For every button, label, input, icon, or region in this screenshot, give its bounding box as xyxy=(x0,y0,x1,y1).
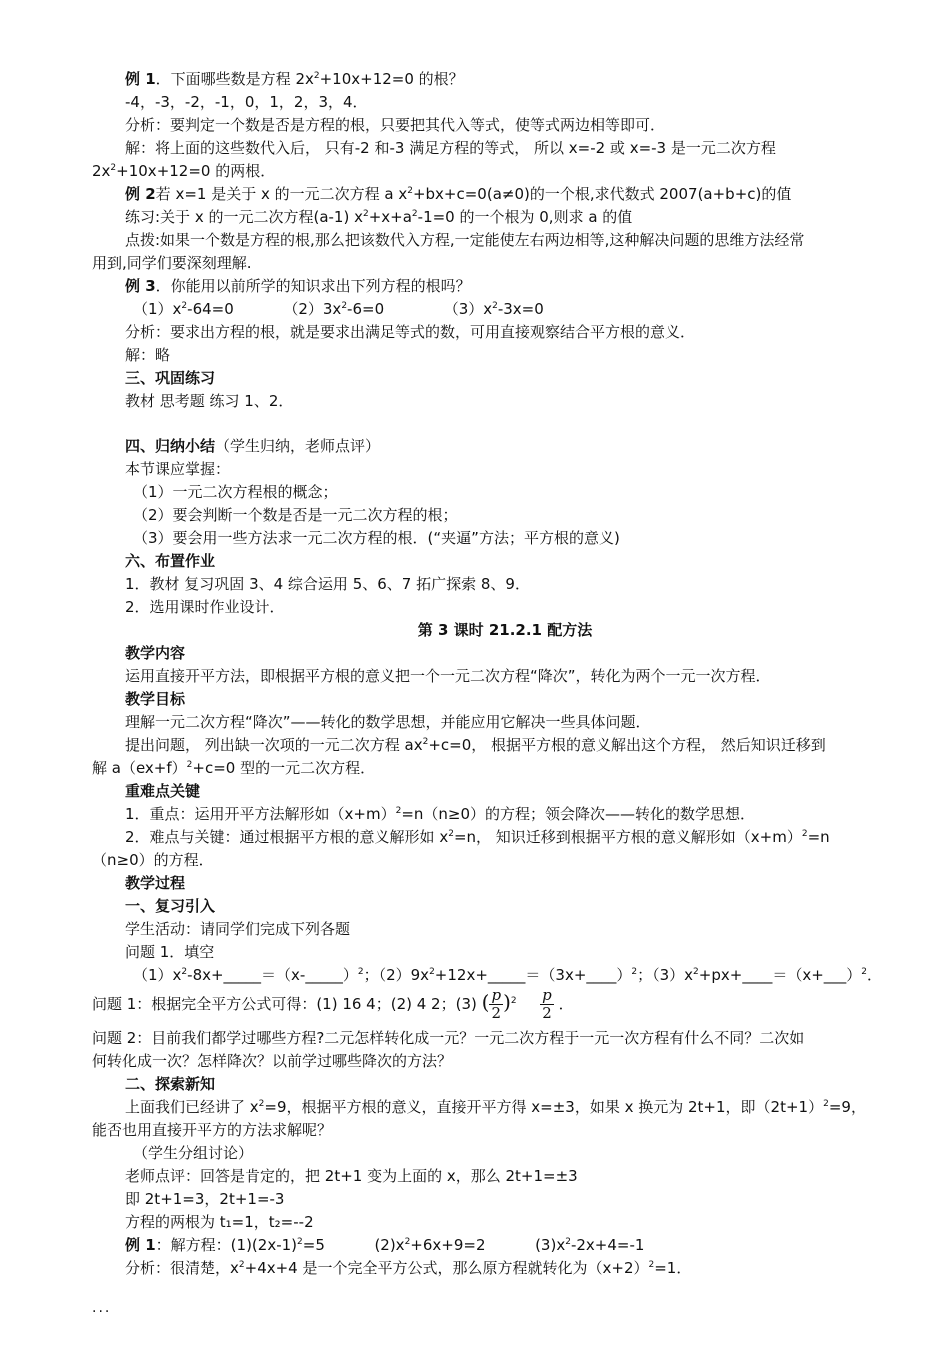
key-point-2: 2．难点与关键：通过根据平方根的意义解形如 $x^2=n$， 知识迁移到根据平方根的意义解形如$(x+m)^2=n$ xyxy=(125,828,830,846)
section-3-text: 教材 思考题 练习 1、2． xyxy=(125,392,294,410)
explore-paragraph-cont: 能否也用直接开平方的方法求解呢？ xyxy=(92,1121,333,1139)
example-1-question: 例 1．下面哪些数是方程 $2x^2+10x+12=0$ 的根？ xyxy=(125,70,464,88)
explore-title: 二、探索新知 xyxy=(125,1075,216,1093)
review-title: 一、复习引入 xyxy=(125,897,216,915)
section-4-title: 四、归纳小结 xyxy=(125,437,216,455)
summary-item-2: （2）要会判断一个数是否是一元二次方程的根； xyxy=(133,506,458,524)
example-3-question: 例 3．你能用以前所学的知识求出下列方程的根吗？ xyxy=(125,277,471,295)
question-1-answer: 问题 1：根据完全平方公式可得：(1) 16 4；(2) 4 2；(3) ( $\frac{p}{2}$ )$^2$ $\frac{p}{2}$ ． xyxy=(92,986,574,1022)
process-title: 教学过程 xyxy=(125,874,186,892)
example-label: 例 3 xyxy=(125,277,156,295)
explore-example-1: 例 1：解方程：$(1)(2x-1)^2=5$ $(2)x^2+6x+9=2$ $(3)x^2-2x+4=-1$ xyxy=(125,1236,645,1254)
content-title: 教学内容 xyxy=(125,644,186,662)
page-footer-dots: ... xyxy=(92,1300,112,1316)
example-1-solution-cont: $2x^2+10x+12=0$ 的两根． xyxy=(92,162,276,180)
explore-paragraph: 上面我们已经讲了 $x^2=9$，根据平方根的意义，直接开平方得 x=±3，如果 x 换元为 2t+1，即$(2t+1)^2=9$， xyxy=(125,1098,866,1116)
summary-item-3: （3）要会用一些方法求一元二次方程的根．(“夹逼”方法；平方根的意义) xyxy=(133,529,620,547)
question-2: 问题 2：目前我们都学过哪些方程?二元怎样转化成一元？一元二次方程于一元一次方程有什么不同？二次如 xyxy=(92,1029,805,1047)
equation-roots: 方程的两根为 t₁=1，t₂=--2 xyxy=(125,1213,314,1231)
example-1-analysis: 分析：要判定一个数是否是方程的根，只要把其代入等式，使等式两边相等即可． xyxy=(125,116,666,134)
example-3-analysis: 分析：要求出方程的根，就是要求出满足等式的数，可用直接观察结合平方根的意义． xyxy=(125,323,696,341)
group-discussion: （学生分组讨论） xyxy=(133,1144,254,1162)
equation-split: 即 2t+1=3，2t+1=-3 xyxy=(125,1190,285,1208)
lesson-title: 第 3 课时 21.2.1 配方法 xyxy=(417,621,593,639)
example-1-solution: 解：将上面的这些数代入后， 只有-2 和-3 满足方程的等式， 所以 x=-2 或 x=-3 是一元二次方程 xyxy=(125,139,776,157)
goal-1: 理解一元二次方程“降次”——转化的数学思想，并能应用它解决一些具体问题． xyxy=(125,713,651,731)
fill-in-blanks: $(1)x^2-8x+\_\_\_\_\_=(x-\_\_\_\_\_)^2$；$(2)9x^2+12x+\_\_\_\_\_=(3x+\_\_\_\_)^2$；$(3)x^2+px+\_\_\_\_=(x+\_\_\_)^2$． xyxy=(133,966,883,984)
content-text: 运用直接开平方法，即根据平方根的意义把一个一元二次方程“降次”，转化为两个一元一次方程． xyxy=(125,667,771,685)
review-activity: 学生活动：请同学们完成下列各题 xyxy=(125,920,351,938)
question-1: 问题 1．填空 xyxy=(125,943,215,961)
teacher-comment: 老师点评：回答是肯定的，把 2t+1 变为上面的 x，那么 2t+1=±3 xyxy=(125,1167,578,1185)
fraction-p-over-2: $\frac{p}{2}$ xyxy=(542,986,552,1022)
key-point-2-cont: （n≥0）的方程． xyxy=(92,851,214,869)
homework-1: 1．教材 复习巩固 3、4 综合运用 5、6、7 拓广探索 8、9． xyxy=(125,575,530,593)
explore-example-1-analysis: 分析：很清楚，$x^2+4x+4$ 是一个完全平方公式，那么原方程就转化为$(x+2)^2=1$． xyxy=(125,1259,692,1277)
example-3-equations: $(1)x^2-64=0$ $(2)3x^2-6=0$ $(3)x^2-3x=0$ xyxy=(133,300,544,318)
fraction-p-over-2: $\frac{p}{2}$ xyxy=(491,986,502,1022)
section-6-title: 六、布置作业 xyxy=(125,552,216,570)
goal-2-cont: 解 $a(ex+f)^2+c=0$ 型的一元二次方程． xyxy=(92,759,376,777)
hint-cont: 用到,同学们要深刻理解. xyxy=(92,254,252,272)
homework-2: 2．选用课时作业设计． xyxy=(125,598,285,616)
summary-item-1: （1）一元二次方程根的概念； xyxy=(133,483,338,501)
question-2-cont: 何转化成一次？怎样降次？以前学过哪些降次的方法？ xyxy=(92,1052,453,1070)
goals-title: 教学目标 xyxy=(125,690,186,708)
key-title: 重难点关键 xyxy=(125,782,201,800)
key-point-1: 1．重点：运用开平方法解形如$(x+m)^2=n(n\ge 0)$的方程；领会降次——转化的数学思想． xyxy=(125,805,756,823)
hint: 点拨:如果一个数是方程的根,那么把该数代入方程,一定能使左右两边相等,这种解决问题的思维方法经常 xyxy=(125,231,805,249)
example-label: 例 1 xyxy=(125,1236,156,1254)
section-4-header: 四、归纳小结（学生归纳，老师点评） xyxy=(125,437,381,455)
section-3-title: 三、巩固练习 xyxy=(125,369,216,387)
candidate-numbers: -4，-3，-2，-1，0，1，2，3，4． xyxy=(125,93,368,111)
example-3-solution: 解：略 xyxy=(125,346,171,364)
goal-2: 提出问题， 列出缺一次项的一元二次方程 $ax^2+c=0$， 根据平方根的意义解出这个方程， 然后知识迁移到 xyxy=(125,736,826,754)
section-4-intro: 本节课应掌握： xyxy=(125,460,231,478)
example-label: 例 2 xyxy=(125,185,156,203)
example-label: 例 1 xyxy=(125,70,156,88)
practice: 练习:关于 x 的一元二次方程(a-1) $x^2+x+a^2-1=0$ 的一个根为 0,则求 a 的值 xyxy=(125,208,633,226)
example-2: 例 2若 x=1 是关于 x 的一元二次方程 a $x^2+bx+c=0(a\ne 0)$的一个根,求代数式 2007(a+b+c)的值 xyxy=(125,185,792,203)
